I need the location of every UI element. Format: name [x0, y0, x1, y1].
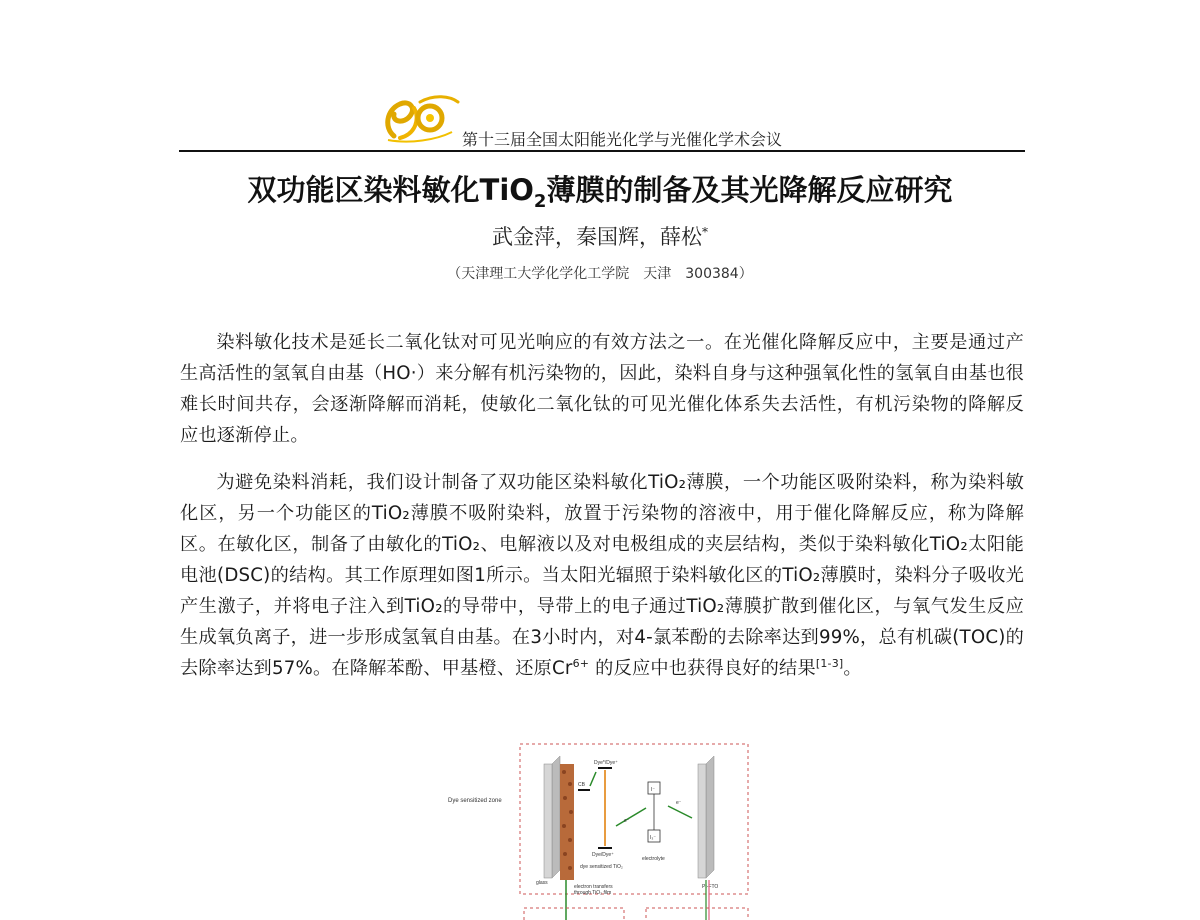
counter-arrow	[668, 806, 692, 818]
transfer-label-2: through TiO₂ film	[574, 890, 612, 896]
paragraph-2-tail: 的反应中也获得良好的结果	[589, 658, 816, 679]
author-names: 武金萍，秦国辉，薛松	[492, 225, 702, 249]
paragraph-2-end: 。	[843, 658, 862, 679]
glass-label: glass	[536, 880, 548, 886]
author-list	[0, 221, 1200, 251]
counter-face	[698, 764, 706, 878]
tio2-layer	[560, 764, 574, 880]
transfer-label: electron transfers	[574, 884, 613, 890]
glass-electrode	[552, 756, 560, 878]
regeneration-arrow	[616, 808, 646, 826]
header-rule	[179, 150, 1025, 152]
corresponding-mark: *	[702, 225, 708, 239]
figure-1-diagram	[440, 742, 760, 920]
affiliation: （天津理工大学化学化工学院 天津 300384）	[447, 266, 753, 282]
title-part-1: 双功能区染料敏化TiO	[247, 173, 534, 207]
paragraph-2-text: 为避免染料消耗，我们设计制备了双功能区染料敏化TiO₂薄膜，一个功能区吸附染料，称为染料敏化区，另一个功能区的TiO₂薄膜不吸附染料，放置于污染物的溶液中，用于催化降解反应，称为降解区。在敏化区，制备了由敏化的TiO₂、电解液以及对电极组成的夹层结构，类似于染料敏化TiO₂太阳能电池(DSC)的结构。其工作原理如图1所示。当太阳光辐照于染料敏化区的TiO₂薄膜时，染料分子吸收光产生激子，并将电子注入到TiO₂的导带中，导带上的电子通过TiO₂薄膜扩散到催化区，与氧气发生反应生成氧负离子，进一步形成氢氧自由基。在3小时内，对4-氯苯酚的去除率达到99%，总有机碳(TOC)的去除率达到57%。在降解苯酚、甲基橙、还原Cr	[180, 472, 1024, 679]
redox-bottom-label: I₃⁻	[650, 835, 657, 841]
electrolyte-label: electrolyte	[642, 856, 665, 862]
dye-excited-label: Dye*/Dye⁺	[594, 760, 618, 766]
title-part-2: 薄膜的制备及其光降解反应研究	[546, 173, 953, 207]
lower-panel-left	[524, 908, 624, 920]
cb-label: CB	[578, 782, 585, 788]
lower-panel-right	[646, 908, 748, 920]
paragraph-1: 染料敏化技术是延长二氧化钛对可见光响应的有效方法之一。在光催化降解反应中，主要是通过产生高活性的氢氧自由基（HO·）来分解有机污染物的，因此，染料自身与这种强氧化性的氢氧自由基也很难长时间共存，会逐渐降解而消耗，使敏化二氧化钛的可见光催化体系失去活性，有机污染物的降解反应也逐渐停止。	[180, 332, 1024, 446]
citation: [1-3]	[815, 656, 844, 670]
dye-ground-label: Dye/Dye⁺	[592, 852, 614, 858]
zone-label: Dye sensitized zone	[448, 798, 502, 804]
electron-label-1: e⁻	[624, 818, 630, 824]
counter-electrode	[706, 756, 714, 878]
tio2-label: dye sensitized TiO₂	[580, 864, 623, 870]
redox-top-label: I⁻	[651, 787, 656, 793]
injection-arrow	[590, 772, 596, 786]
conference-logo	[380, 88, 460, 144]
paper-title	[0, 168, 1200, 212]
chromium-charge: 6+	[572, 656, 590, 670]
title-subscript: 2	[533, 190, 547, 212]
electron-label-2: e⁻	[676, 800, 682, 806]
glass-face	[544, 764, 552, 878]
conference-name: 第十三届全国太阳能光化学与光催化学术会议	[462, 130, 783, 149]
paragraph-2	[180, 467, 1024, 684]
counter-label: Pt-FTO	[702, 884, 719, 890]
